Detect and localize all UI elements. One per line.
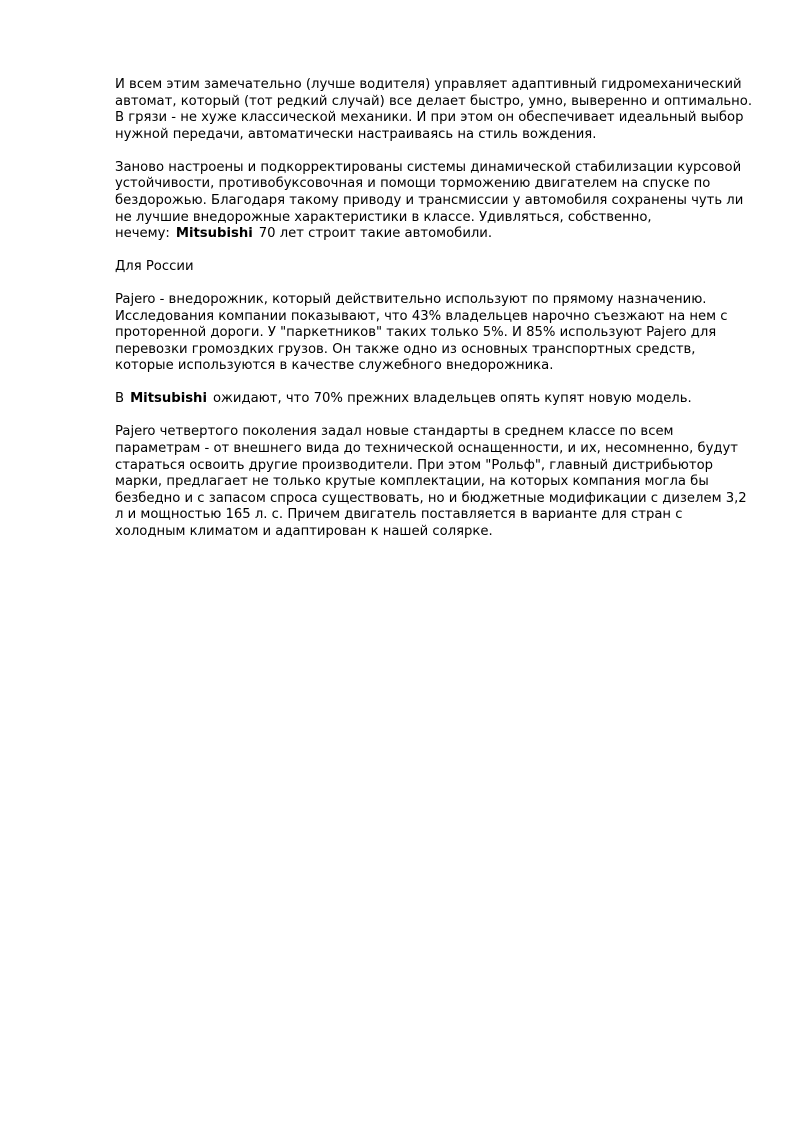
brand-name: Mitsubishi [175, 226, 253, 242]
paragraph-fourth-generation: Pajero четвертого поколения задал новые стандарты в среднем классе по всем параметрам - от внешнего вида до технической оснащенности, и их, несомненно, будут стараться освоить другие производители. При этом "Рольф", главный дистрибьютор марки, предлагает не только крутые комплектации, на которых компания могла бы безбедно и с запасом спроса существовать, но и бюджетные модификации с дизелем 3,2 л и мощностью 165 л. с. Причем двигатель поставляется в варианте для стран с холодным климатом и адаптирован к нашей солярке. [115, 424, 747, 540]
paragraph-usage-stats: Pajero - внедорожник, который действительно используют по прямому назначению. Исследования компании показывают, что 43% владельцев нарочно съезжают на нем с проторенной дороги. У "паркетников" таких только 5%. И 85% используют Pajero для перевозки громоздких грузов. Он также одно из основных транспортных средств, которые используются в качестве служебного внедорожника. [115, 292, 728, 374]
paragraph-transmission: И всем этим замечательно (лучше водителя) управляет адаптивный гидромеханический автомат, который (тот редкий случай) все делает быстро, умно, выверенно и оптимально. В грязи - не хуже классической механики. И при этом он обеспечивает идеальный выбор нужной передачи, автоматически настраиваясь на стиль вождения. [115, 77, 753, 142]
paragraph-owners-lead: В [115, 391, 125, 407]
paragraph-stabilization [115, 160, 755, 243]
document-body [115, 77, 755, 557]
paragraph-owners-text: ожидают, что 70% прежних владельцев опять купят новую модель. [212, 391, 692, 407]
paragraph-stabilization-text: Заново настроены и подкорректированы системы динамической стабилизации курсовой устойчивости, противобуксовочная и помощи торможению двигателем на спуске по бездорожью. Благодаря такому приводу и трансмиссии у автомобиля сохранены чуть ли не лучшие внедорожные характеристики в классе. Удивляться, собственно, нечему: [115, 159, 744, 242]
paragraph-stabilization-tail: 70 лет строит такие автомобили. [258, 226, 493, 242]
brand-name: Mitsubishi [130, 391, 207, 407]
section-heading-russia: Для России [115, 259, 194, 275]
paragraph-owners-expectation [115, 391, 755, 408]
